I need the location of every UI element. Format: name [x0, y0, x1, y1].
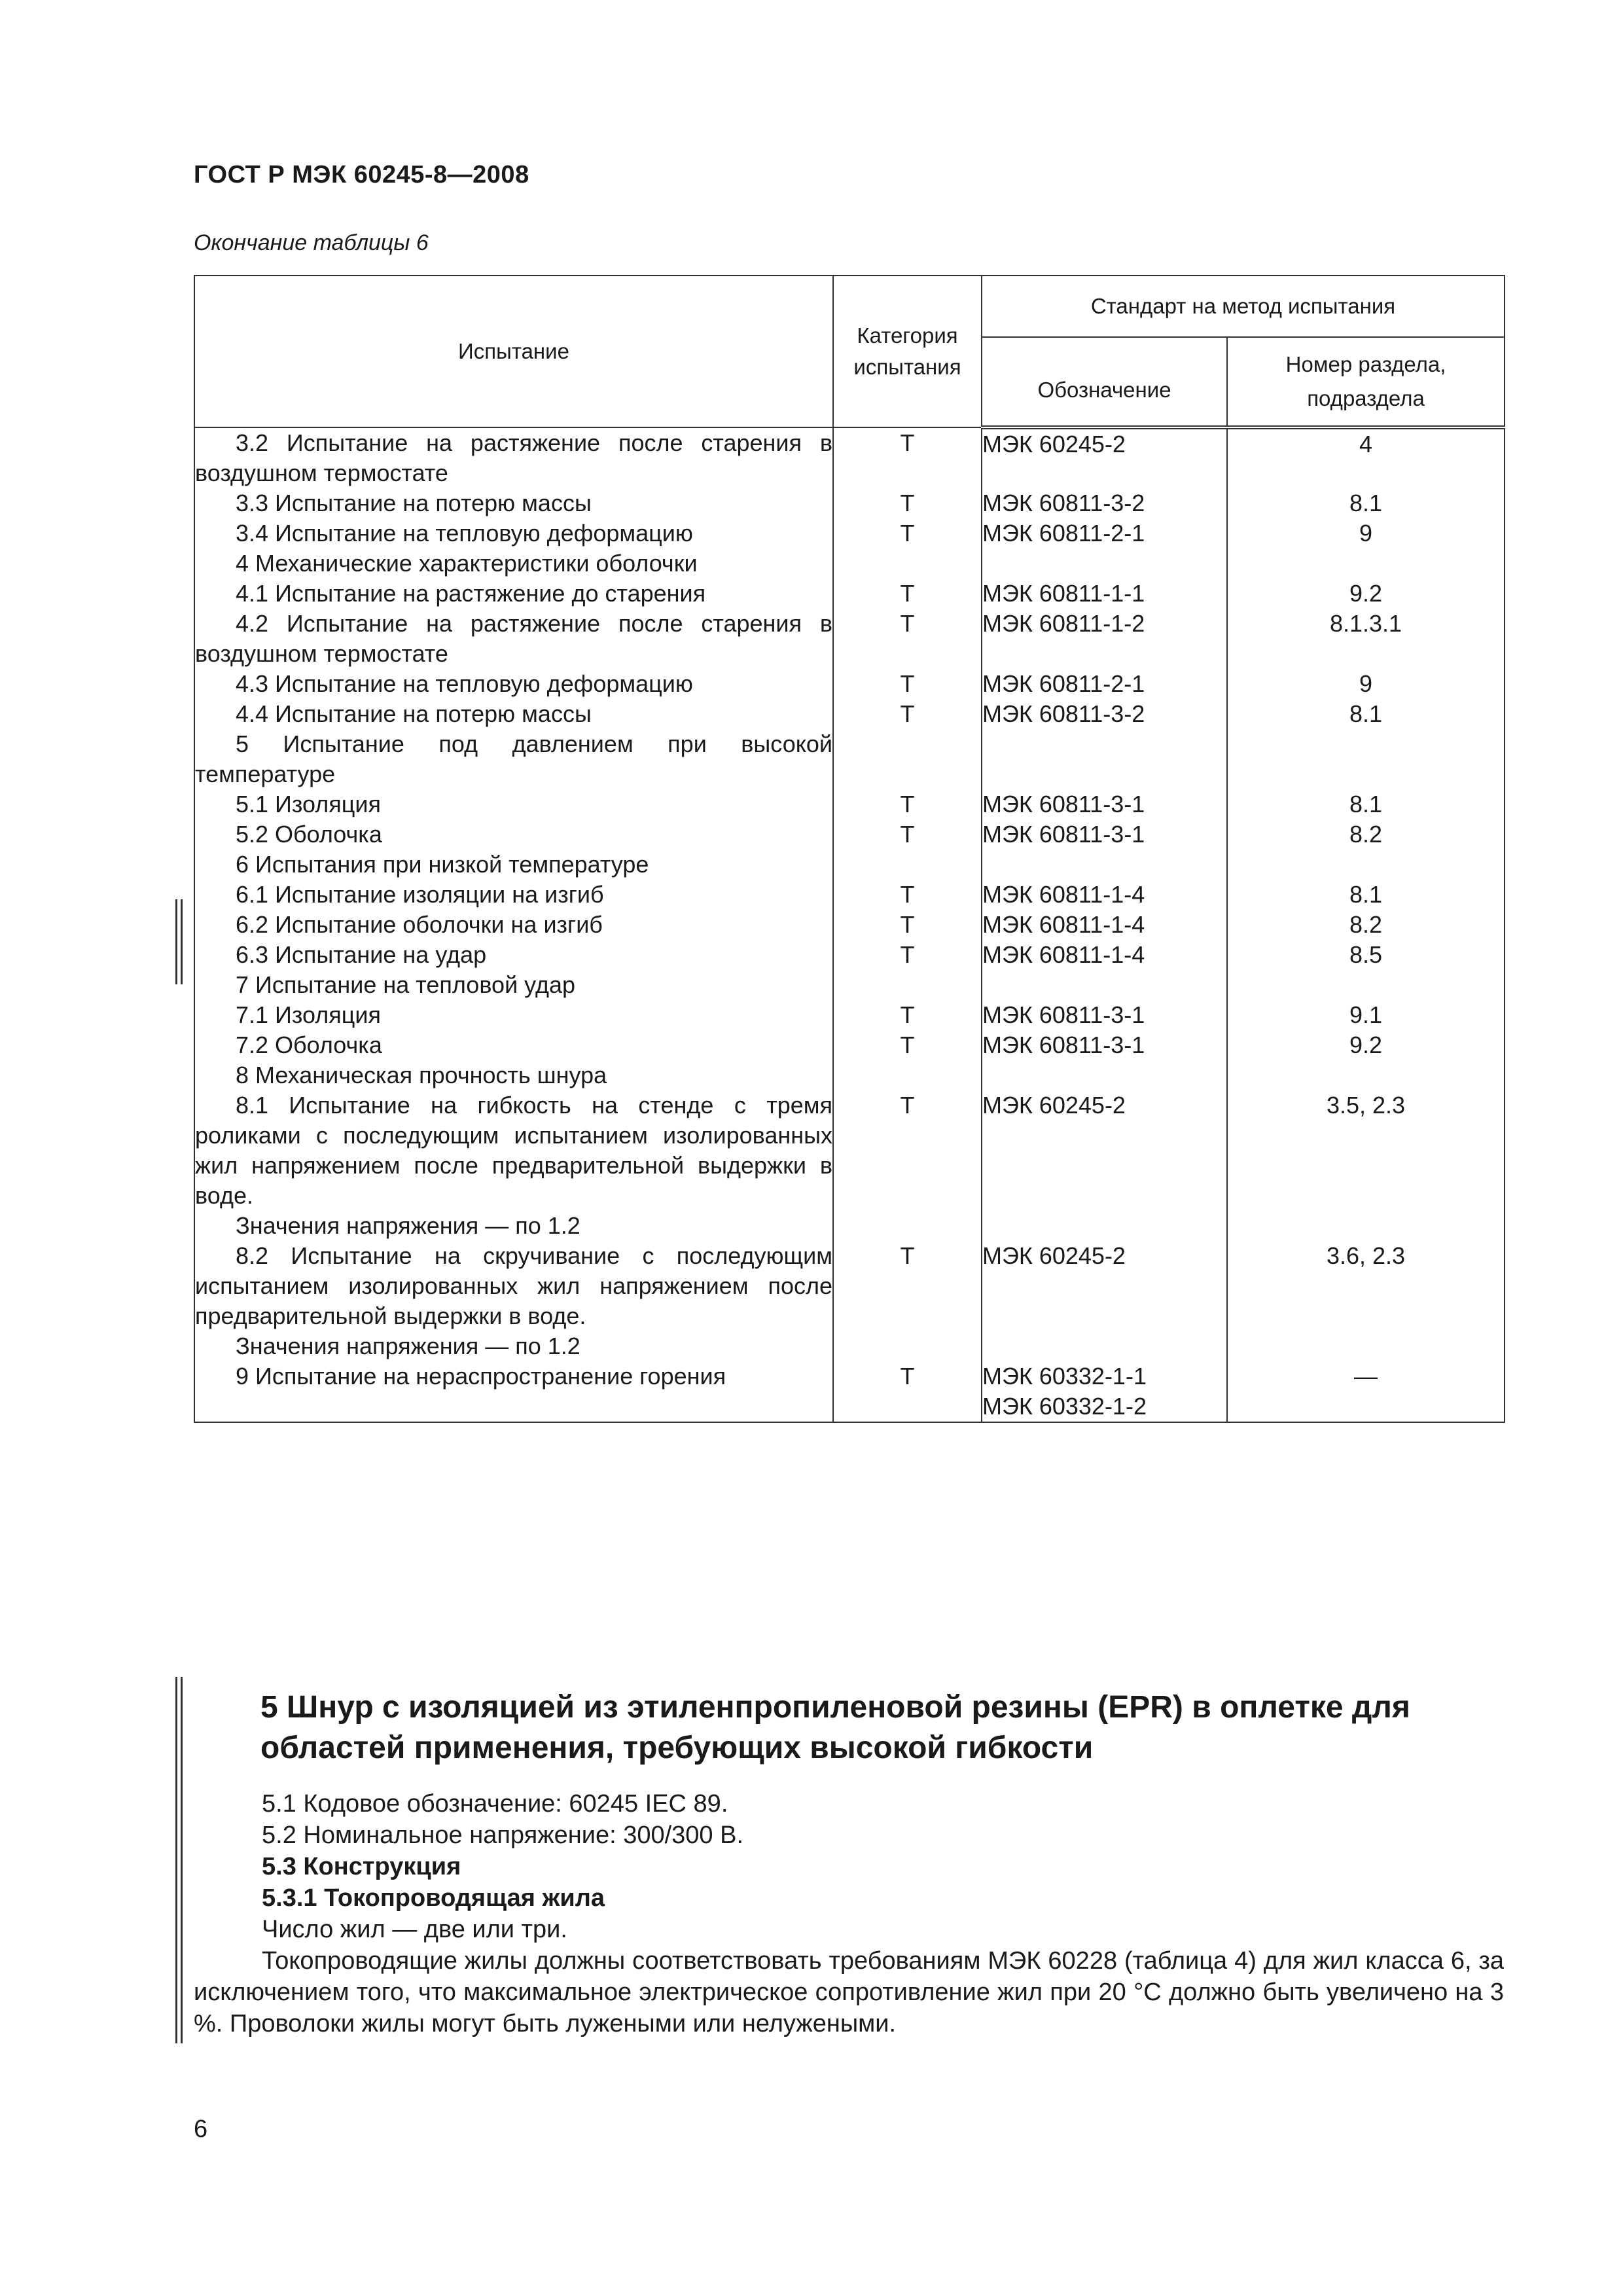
para-5-2: 5.2 Номинальное напряжение: 300/300 В.	[262, 1821, 744, 1849]
cell-category: Т	[833, 940, 982, 970]
test-name-text: 8.1 Испытание на гибкость на стенде с тремя роликами с последующим испытанием изолированных жил напряжением после предварительной выдержки в воде.	[195, 1092, 832, 1209]
cell-category: Т	[833, 789, 982, 819]
col-header-section: Номер раздела, подраздела	[1227, 337, 1505, 427]
cell-standard	[982, 1090, 1227, 1241]
cell-category	[833, 729, 982, 789]
cell-section: 9	[1227, 518, 1505, 548]
cell-standard	[982, 940, 1227, 970]
test-name-text: 3.4 Испытание на тепловую деформацию	[236, 520, 693, 547]
standard-text: МЭК 60332-1-1	[982, 1363, 1147, 1390]
cell-standard	[982, 669, 1227, 699]
cell-test-name	[194, 729, 833, 789]
cell-test-name	[194, 518, 833, 548]
table-row	[194, 548, 1505, 579]
table-row	[194, 1000, 1505, 1030]
cell-standard	[982, 427, 1227, 488]
cell-category: Т	[833, 427, 982, 488]
change-bar	[181, 899, 183, 984]
test-name-text: 3.3 Испытание на потерю массы	[236, 490, 592, 516]
cell-standard	[982, 1060, 1227, 1090]
col-header-category: Категория испытания	[833, 276, 982, 427]
cell-section: 8.2	[1227, 819, 1505, 850]
standard-text: МЭК 60811-1-2	[982, 610, 1145, 637]
cell-section: 8.1	[1227, 789, 1505, 819]
cell-category	[833, 970, 982, 1000]
table-row	[194, 579, 1505, 609]
standard-text: МЭК 60811-1-4	[982, 911, 1145, 938]
cell-section	[1227, 970, 1505, 1000]
test-name-text: 9 Испытание на нераспространение горения	[236, 1363, 726, 1390]
test-name-text: 3.2 Испытание на растяжение после старения в воздушном термостате	[195, 429, 832, 486]
test-name-text: 6.1 Испытание изоляции на изгиб	[236, 881, 604, 908]
cell-test-name	[194, 609, 833, 669]
cell-standard	[982, 1241, 1227, 1361]
table-row	[194, 1241, 1505, 1361]
cell-category	[833, 548, 982, 579]
col-header-test: Испытание	[194, 276, 833, 427]
table-row	[194, 1361, 1505, 1422]
cell-category: Т	[833, 518, 982, 548]
test-note-text: Значения напряжения — по 1.2	[236, 1333, 580, 1359]
cell-standard	[982, 970, 1227, 1000]
change-bar	[175, 899, 177, 984]
table-row	[194, 427, 1505, 488]
cell-test-name	[194, 1090, 833, 1241]
cell-standard	[982, 880, 1227, 910]
test-name-text: 8.2 Испытание на скручивание с последующим испытанием изолированных жил напряжением после предварительной выдержки в воде.	[195, 1242, 832, 1329]
cell-category	[833, 850, 982, 880]
cell-category: Т	[833, 819, 982, 850]
cell-test-name	[194, 1030, 833, 1060]
table-row	[194, 880, 1505, 910]
test-name-text: 4.3 Испытание на тепловую деформацию	[236, 670, 693, 697]
test-name-text: 6.2 Испытание оболочки на изгиб	[236, 911, 603, 938]
standard-text: МЭК 60811-3-1	[982, 791, 1145, 817]
cell-test-name	[194, 789, 833, 819]
cell-standard	[982, 1030, 1227, 1060]
section-5-body	[194, 1788, 1504, 2039]
cell-standard	[982, 609, 1227, 669]
cell-standard	[982, 548, 1227, 579]
cell-test-name	[194, 1361, 833, 1422]
table-row	[194, 518, 1505, 548]
table-row	[194, 1030, 1505, 1060]
test-name-text: 4.1 Испытание на растяжение до старения	[236, 580, 706, 607]
cell-category: Т	[833, 699, 982, 729]
cell-standard	[982, 729, 1227, 789]
cell-category: Т	[833, 1000, 982, 1030]
standard-text: МЭК 60811-3-1	[982, 821, 1145, 848]
test-name-text: 4.4 Испытание на потерю массы	[236, 700, 592, 727]
cell-category	[833, 1060, 982, 1090]
cell-standard	[982, 910, 1227, 940]
cell-category: Т	[833, 1361, 982, 1422]
test-name-text: 7.2 Оболочка	[236, 1031, 382, 1058]
cell-test-name	[194, 819, 833, 850]
test-note-text: Значения напряжения — по 1.2	[236, 1212, 580, 1239]
cell-standard	[982, 1000, 1227, 1030]
change-bar	[181, 1677, 183, 2043]
test-name-text: 5 Испытание под давлением при высокой температуре	[195, 730, 832, 787]
cell-section: 9	[1227, 669, 1505, 699]
section-5-heading: 5 Шнур с изоляцией из этиленпропиленовой резины (EPR) в оплетке для областей применения, требующих высокой гибкости	[260, 1690, 1410, 1765]
tests-table	[194, 275, 1505, 1423]
cell-category: Т	[833, 488, 982, 518]
cell-test-name	[194, 1000, 833, 1030]
cell-standard	[982, 1361, 1227, 1422]
para-5-3: 5.3 Конструкция	[262, 1853, 461, 1880]
cell-section: 9.2	[1227, 1030, 1505, 1060]
para-5-3-1: 5.3.1 Токопроводящая жила	[262, 1884, 605, 1912]
cell-standard	[982, 518, 1227, 548]
para-cores: Число жил — две или три.	[262, 1916, 567, 1943]
table-row	[194, 940, 1505, 970]
cell-category: Т	[833, 609, 982, 669]
table-row	[194, 669, 1505, 699]
cell-section: 8.1	[1227, 699, 1505, 729]
cell-section	[1227, 850, 1505, 880]
change-bar	[175, 1677, 177, 2043]
cell-section: —	[1227, 1361, 1505, 1422]
table-row	[194, 910, 1505, 940]
cell-test-name	[194, 488, 833, 518]
cell-section	[1227, 729, 1505, 789]
cell-section	[1227, 1060, 1505, 1090]
cell-test-name	[194, 548, 833, 579]
table-row	[194, 729, 1505, 789]
cell-test-name	[194, 880, 833, 910]
test-name-text: 4 Механические характеристики оболочки	[236, 550, 698, 577]
cell-test-name	[194, 910, 833, 940]
test-name-text: 8 Механическая прочность шнура	[236, 1062, 607, 1088]
cell-category: Т	[833, 1241, 982, 1361]
table-row	[194, 609, 1505, 669]
table-row	[194, 488, 1505, 518]
cell-standard	[982, 819, 1227, 850]
cell-test-name	[194, 579, 833, 609]
standard-text: МЭК 60811-3-1	[982, 1031, 1145, 1058]
cell-category: Т	[833, 669, 982, 699]
cell-test-name	[194, 669, 833, 699]
standard-text: МЭК 60245-2	[982, 1092, 1126, 1119]
para-5-1: 5.1 Кодовое обозначение: 60245 IEC 89.	[262, 1790, 728, 1818]
col-header-standard-group: Стандарт на метод испытания	[982, 276, 1505, 337]
cell-section: 8.1.3.1	[1227, 609, 1505, 669]
cell-test-name	[194, 970, 833, 1000]
cell-test-name	[194, 699, 833, 729]
standard-text: МЭК 60245-2	[982, 1242, 1126, 1269]
cell-section: 8.1	[1227, 880, 1505, 910]
cell-section: 3.6, 2.3	[1227, 1241, 1505, 1361]
cell-section: 3.5, 2.3	[1227, 1090, 1505, 1241]
standard-text: МЭК 60811-3-1	[982, 1001, 1145, 1028]
para-conductors: Токопроводящие жилы должны соответствовать требованиям МЭК 60228 (таблица 4) для жил класса 6, за исключением того, что максимальное электрическое сопротивление жил при 20 °С должно быть увеличено на 3 %. Проволоки жилы могут быть лужеными или нелужеными.	[194, 1947, 1504, 2037]
cell-test-name	[194, 1060, 833, 1090]
col-header-designation: Обозначение	[982, 337, 1227, 427]
cell-standard	[982, 789, 1227, 819]
table-row	[194, 850, 1505, 880]
table-caption: Окончание таблицы 6	[194, 230, 429, 255]
cell-standard	[982, 579, 1227, 609]
test-name-text: 6.3 Испытание на удар	[236, 941, 487, 968]
cell-section: 4	[1227, 427, 1505, 488]
cell-section: 8.1	[1227, 488, 1505, 518]
table-row	[194, 1090, 1505, 1241]
table-row	[194, 970, 1505, 1000]
standard-text: МЭК 60811-1-4	[982, 941, 1145, 968]
table-row	[194, 819, 1505, 850]
cell-category: Т	[833, 910, 982, 940]
test-name-text: 7.1 Изоляция	[236, 1001, 381, 1028]
standard-text-2: МЭК 60332-1-2	[982, 1393, 1147, 1420]
table-row	[194, 789, 1505, 819]
standard-text: МЭК 60811-2-1	[982, 670, 1145, 697]
standard-text: МЭК 60811-1-4	[982, 881, 1145, 908]
cell-category: Т	[833, 579, 982, 609]
cell-category: Т	[833, 1030, 982, 1060]
cell-section: 8.5	[1227, 940, 1505, 970]
cell-test-name	[194, 850, 833, 880]
standard-text: МЭК 60811-1-1	[982, 580, 1145, 607]
table-row	[194, 699, 1505, 729]
standard-text: МЭК 60811-3-2	[982, 490, 1145, 516]
cell-section: 8.2	[1227, 910, 1505, 940]
cell-standard	[982, 699, 1227, 729]
cell-category: Т	[833, 1090, 982, 1241]
cell-test-name	[194, 1241, 833, 1361]
test-name-text: 7 Испытание на тепловой удар	[236, 971, 576, 998]
cell-category: Т	[833, 880, 982, 910]
cell-test-name	[194, 427, 833, 488]
standard-text: МЭК 60811-2-1	[982, 520, 1145, 547]
document-header: ГОСТ Р МЭК 60245-8—2008	[194, 161, 529, 188]
standard-text: МЭК 60245-2	[982, 431, 1126, 457]
test-name-text: 5.1 Изоляция	[236, 791, 381, 817]
cell-test-name	[194, 940, 833, 970]
test-name-text: 6 Испытания при низкой температуре	[236, 851, 649, 878]
test-name-text: 5.2 Оболочка	[236, 821, 382, 848]
cell-section	[1227, 548, 1505, 579]
cell-standard	[982, 488, 1227, 518]
standard-text: МЭК 60811-3-2	[982, 700, 1145, 727]
test-name-text: 4.2 Испытание на растяжение после старения в воздушном термостате	[195, 610, 832, 667]
cell-standard	[982, 850, 1227, 880]
cell-section: 9.2	[1227, 579, 1505, 609]
page-number: 6	[194, 2115, 208, 2143]
cell-section: 9.1	[1227, 1000, 1505, 1030]
table-row	[194, 1060, 1505, 1090]
